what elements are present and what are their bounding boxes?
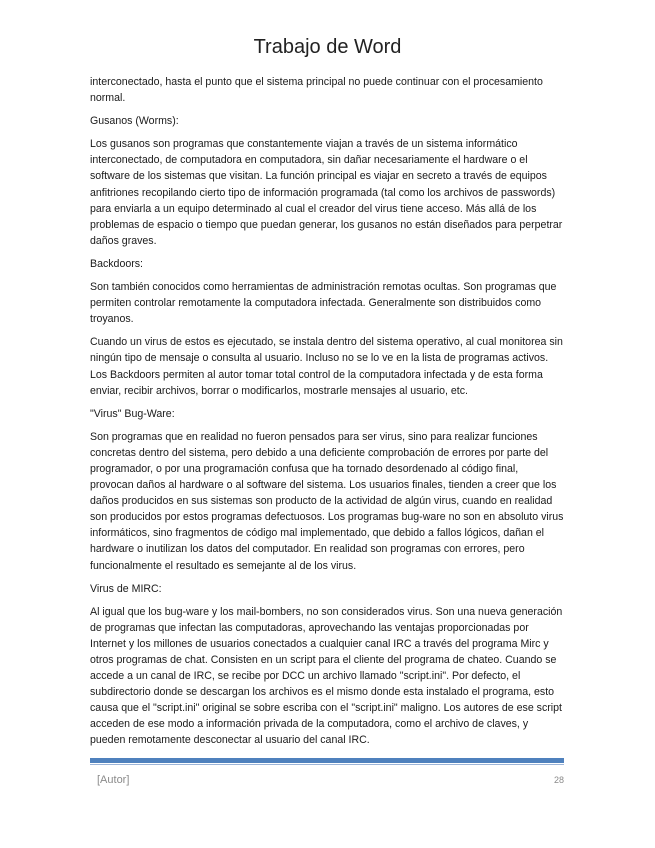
footer-rule (90, 758, 564, 763)
paragraph: Son también conocidos como herramientas de administración remotas ocultas. Son programas que permiten controlar remotamente la computadora infectada. Generalmente son distribuidos como troyanos. (90, 281, 557, 326)
footer-author: [Autor] (97, 774, 130, 786)
section-heading: Gusanos (Worms): (90, 115, 179, 128)
paragraph: Cuando un virus de estos es ejecutado, se instala dentro del sistema operativo, al cual monitorea sin ningún tipo de mensaje o consulta al usuario. Incluso no se lo ve en la lista de programas activos. Los Backdoors permiten al autor tomar total control de la computadora infectada y de esta forma enviar, recibir archivos, borrar o modificarlos, mostrarle mensajes al usuario, etc. (90, 336, 563, 397)
section-heading: Backdoors: (90, 257, 143, 270)
paragraph: Al igual que los bug-ware y los mail-bombers, no son considerados virus. Son una nueva generación de programas que infectan las computadoras, aprovechando las ventajas proporcionadas por Internet y los millones de usuarios conectados a cualquier canal IRC a través del programa Mirc y otros programas de chat. Consisten en un script para el cliente del programa de chateo. Cuando se accede a un canal de IRC, se recibe por DCC un archivo llamado "script.ini". Por defecto, el subdirectorio donde se descargan los archivos es el mismo donde esta instalado el programa, esto causa que el "script.ini" original se sobre escriba con el "script.ini" maligno. Los autores de ese script acceden de ese modo a información privada de la computadora, como el archivo de claves, y pueden remotamente desconectar al usuario del canal IRC. (90, 605, 563, 747)
section-heading: "Virus" Bug-Ware: (90, 407, 175, 420)
paragraph: Son programas que en realidad no fueron pensados para ser virus, sino para realizar funciones concretas dentro del sistema, pero debido a una deficiente comprobación de errores por parte del programador, o por una programación confusa que ha tornado desordenado al código final, provocan daños al hardware o al software del sistema. Los usuarios finales, tienden a creer que los daños producidos en sus sistemas son producto de la actividad de algún virus, cuando en realidad son producidos por estos programas defectuosos. Los programas bug-ware no son en absoluto virus informáticos, sino fragmentos de código mal implementado, que debido a fallos lógicos, dañan el hardware o inutilizan los datos del computador. En realidad son programas con errores, pero funcionalmente el resultado es semejante al de los virus. (90, 430, 564, 572)
paragraph: interconectado, hasta el punto que el sistema principal no puede continuar con el procesamiento normal. (90, 76, 543, 105)
document-body (90, 74, 564, 756)
paragraph: Los gusanos son programas que constantemente viajan a través de un sistema informático interconectado, de computadora en computadora, sin dañar necesariamente el hardware o el software de los sistemas que visitan. La función principal es viajar en secreto a través de equipos anfitriones recopilando cierto tipo de información programada (tal como los archivos de passwords) para enviarla a un equipo determinado al cual el creador del virus tiene acceso. Más allá de los problemas de espacio o tiempo que puedan generar, los gusanos no están diseñados para perpetrar daños graves. (90, 138, 563, 247)
page-number: 28 (553, 775, 564, 785)
section-heading: Virus de MIRC: (90, 582, 162, 595)
footer-rule-thin (90, 764, 564, 765)
page-title: Trabajo de Word (253, 36, 402, 58)
